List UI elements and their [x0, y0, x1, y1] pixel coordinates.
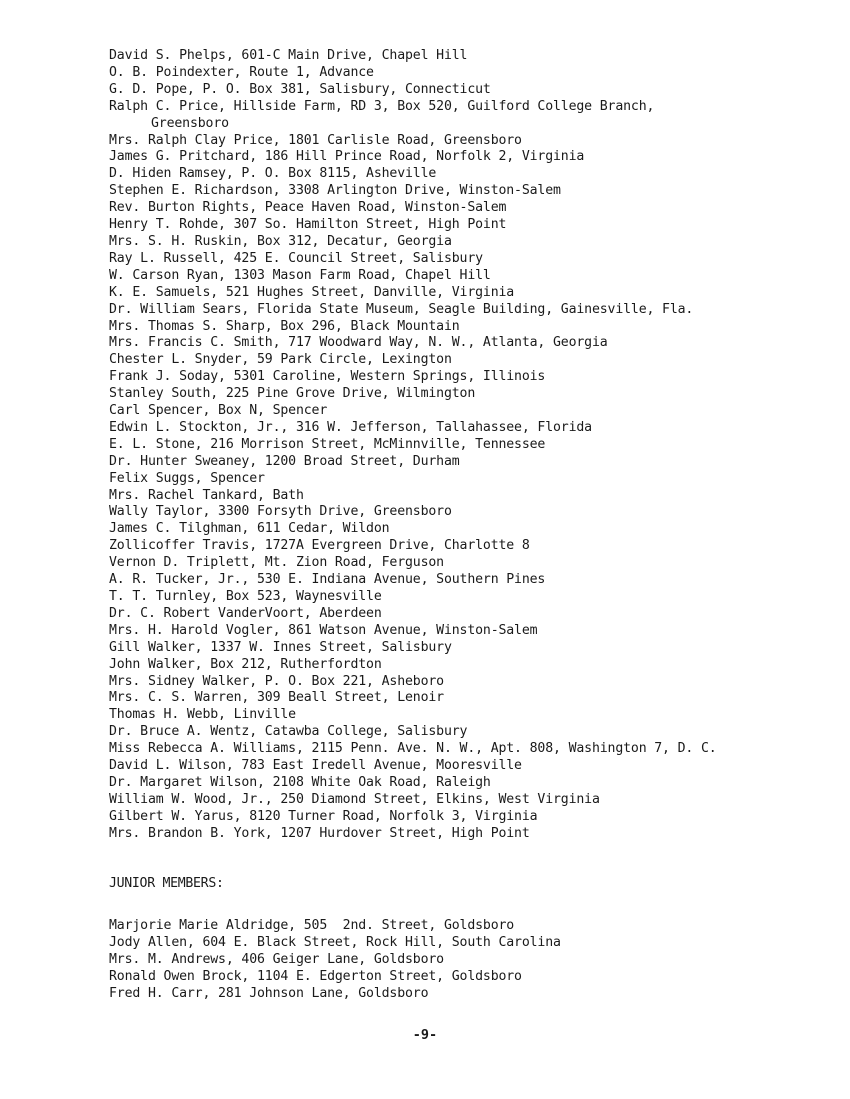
member-entry: Stephen E. Richardson, 3308 Arlington Drive, Winston-Salem [109, 183, 561, 199]
member-entry: Fred H. Carr, 281 Johnson Lane, Goldsboro [109, 985, 429, 1001]
member-entry: W. Carson Ryan, 1303 Mason Farm Road, Chapel Hill [109, 267, 491, 283]
member-entry: William W. Wood, Jr., 250 Diamond Street, Elkins, West Virginia [109, 791, 600, 807]
member-list [109, 48, 809, 843]
member-entry: Carl Spencer, Box N, Spencer [109, 403, 328, 419]
member-entry: A. R. Tucker, Jr., 530 E. Indiana Avenue, Southern Pines [109, 572, 546, 588]
member-entry: Vernon D. Triplett, Mt. Zion Road, Ferguson [109, 555, 444, 571]
member-entry: Marjorie Marie Aldridge, 505 2nd. Street, Goldsboro [109, 917, 515, 933]
member-entry: T. T. Turnley, Box 523, Waynesville [109, 589, 382, 604]
junior-member-list [109, 918, 809, 1003]
page-number: -9- [412, 1027, 438, 1043]
member-entry: Dr. Bruce A. Wentz, Catawba College, Salisbury [109, 724, 468, 740]
member-entry: Mrs. Rachel Tankard, Bath [109, 487, 304, 503]
member-entry: Edwin L. Stockton, Jr., 316 W. Jefferson, Tallahassee, Florida [109, 419, 592, 435]
member-entry: Dr. William Sears, Florida State Museum, Seagle Building, Gainesville, Fla. [109, 301, 694, 317]
member-entry: Mrs. S. H. Ruskin, Box 312, Decatur, Georgia [109, 233, 452, 249]
member-entry: Jody Allen, 604 E. Black Street, Rock Hill, South Carolina [109, 934, 561, 950]
member-entry: Mrs. C. S. Warren, 309 Beall Street, Lenoir [109, 690, 444, 706]
member-entry: John Walker, Box 212, Rutherfordton [109, 656, 382, 672]
member-entry: Mrs. H. Harold Vogler, 861 Watson Avenue, Winston-Salem [109, 622, 538, 638]
member-entry: Ronald Owen Brock, 1104 E. Edgerton Street, Goldsboro [109, 968, 522, 984]
junior-members-heading: JUNIOR MEMBERS: [109, 876, 224, 891]
member-entry: Dr. Margaret Wilson, 2108 White Oak Road, Raleigh [109, 774, 491, 790]
member-entry: Ralph C. Price, Hillside Farm, RD 3, Box 520, Guilford College Branch, [109, 98, 655, 114]
member-entry: Gill Walker, 1337 W. Innes Street, Salisbury [109, 639, 452, 655]
member-entry: Zollicoffer Travis, 1727A Evergreen Drive, Charlotte 8 [109, 538, 530, 554]
member-entry: E. L. Stone, 216 Morrison Street, McMinnville, Tennessee [109, 436, 546, 452]
member-entry-continuation: Greensboro [151, 115, 229, 131]
junior-members-section [109, 876, 809, 1002]
member-entry: Dr. C. Robert VanderVoort, Aberdeen [109, 605, 382, 621]
member-entry: G. D. Pope, P. O. Box 381, Salisbury, Connecticut [109, 81, 491, 97]
member-entry: Mrs. Francis C. Smith, 717 Woodward Way, N. W., Atlanta, Georgia [109, 335, 608, 351]
member-entry: Rev. Burton Rights, Peace Haven Road, Winston-Salem [109, 200, 507, 216]
member-entry: Felix Suggs, Spencer [109, 470, 265, 486]
member-entry: Henry T. Rohde, 307 So. Hamilton Street, High Point [109, 217, 507, 233]
member-entry: K. E. Samuels, 521 Hughes Street, Danville, Virginia [109, 284, 515, 300]
member-entry: Mrs. Ralph Clay Price, 1801 Carlisle Road, Greensboro [109, 132, 522, 148]
member-entry: Wally Taylor, 3300 Forsyth Drive, Greensboro [109, 504, 452, 520]
member-entry: Chester L. Snyder, 59 Park Circle, Lexington [109, 352, 452, 368]
member-entry: James C. Tilghman, 611 Cedar, Wildon [109, 521, 390, 537]
member-entry: Mrs. M. Andrews, 406 Geiger Lane, Goldsboro [109, 951, 444, 967]
member-entry: Ray L. Russell, 425 E. Council Street, Salisbury [109, 250, 483, 266]
member-entry: Mrs. Sidney Walker, P. O. Box 221, Asheboro [109, 673, 444, 689]
member-entry: D. Hiden Ramsey, P. O. Box 8115, Asheville [109, 166, 437, 182]
member-entry: Mrs. Thomas S. Sharp, Box 296, Black Mountain [109, 318, 460, 334]
member-entry: O. B. Poindexter, Route 1, Advance [109, 64, 374, 80]
member-entry: David L. Wilson, 783 East Iredell Avenue, Mooresville [109, 758, 522, 774]
member-entry: James G. Pritchard, 186 Hill Prince Road, Norfolk 2, Virginia [109, 149, 585, 165]
member-entry: David S. Phelps, 601-C Main Drive, Chapel Hill [109, 48, 468, 63]
member-entry: Gilbert W. Yarus, 8120 Turner Road, Norfolk 3, Virginia [109, 808, 538, 824]
member-entry: Miss Rebecca A. Williams, 2115 Penn. Ave. N. W., Apt. 808, Washington 7, D. C. [109, 741, 717, 757]
member-entry: Mrs. Brandon B. York, 1207 Hurdover Street, High Point [109, 825, 530, 841]
member-entry: Frank J. Soday, 5301 Caroline, Western Springs, Illinois [109, 369, 546, 385]
member-entry: Thomas H. Webb, Linville [109, 707, 296, 723]
member-entry: Stanley South, 225 Pine Grove Drive, Wilmington [109, 386, 476, 402]
member-entry: Dr. Hunter Sweaney, 1200 Broad Street, Durham [109, 453, 460, 469]
